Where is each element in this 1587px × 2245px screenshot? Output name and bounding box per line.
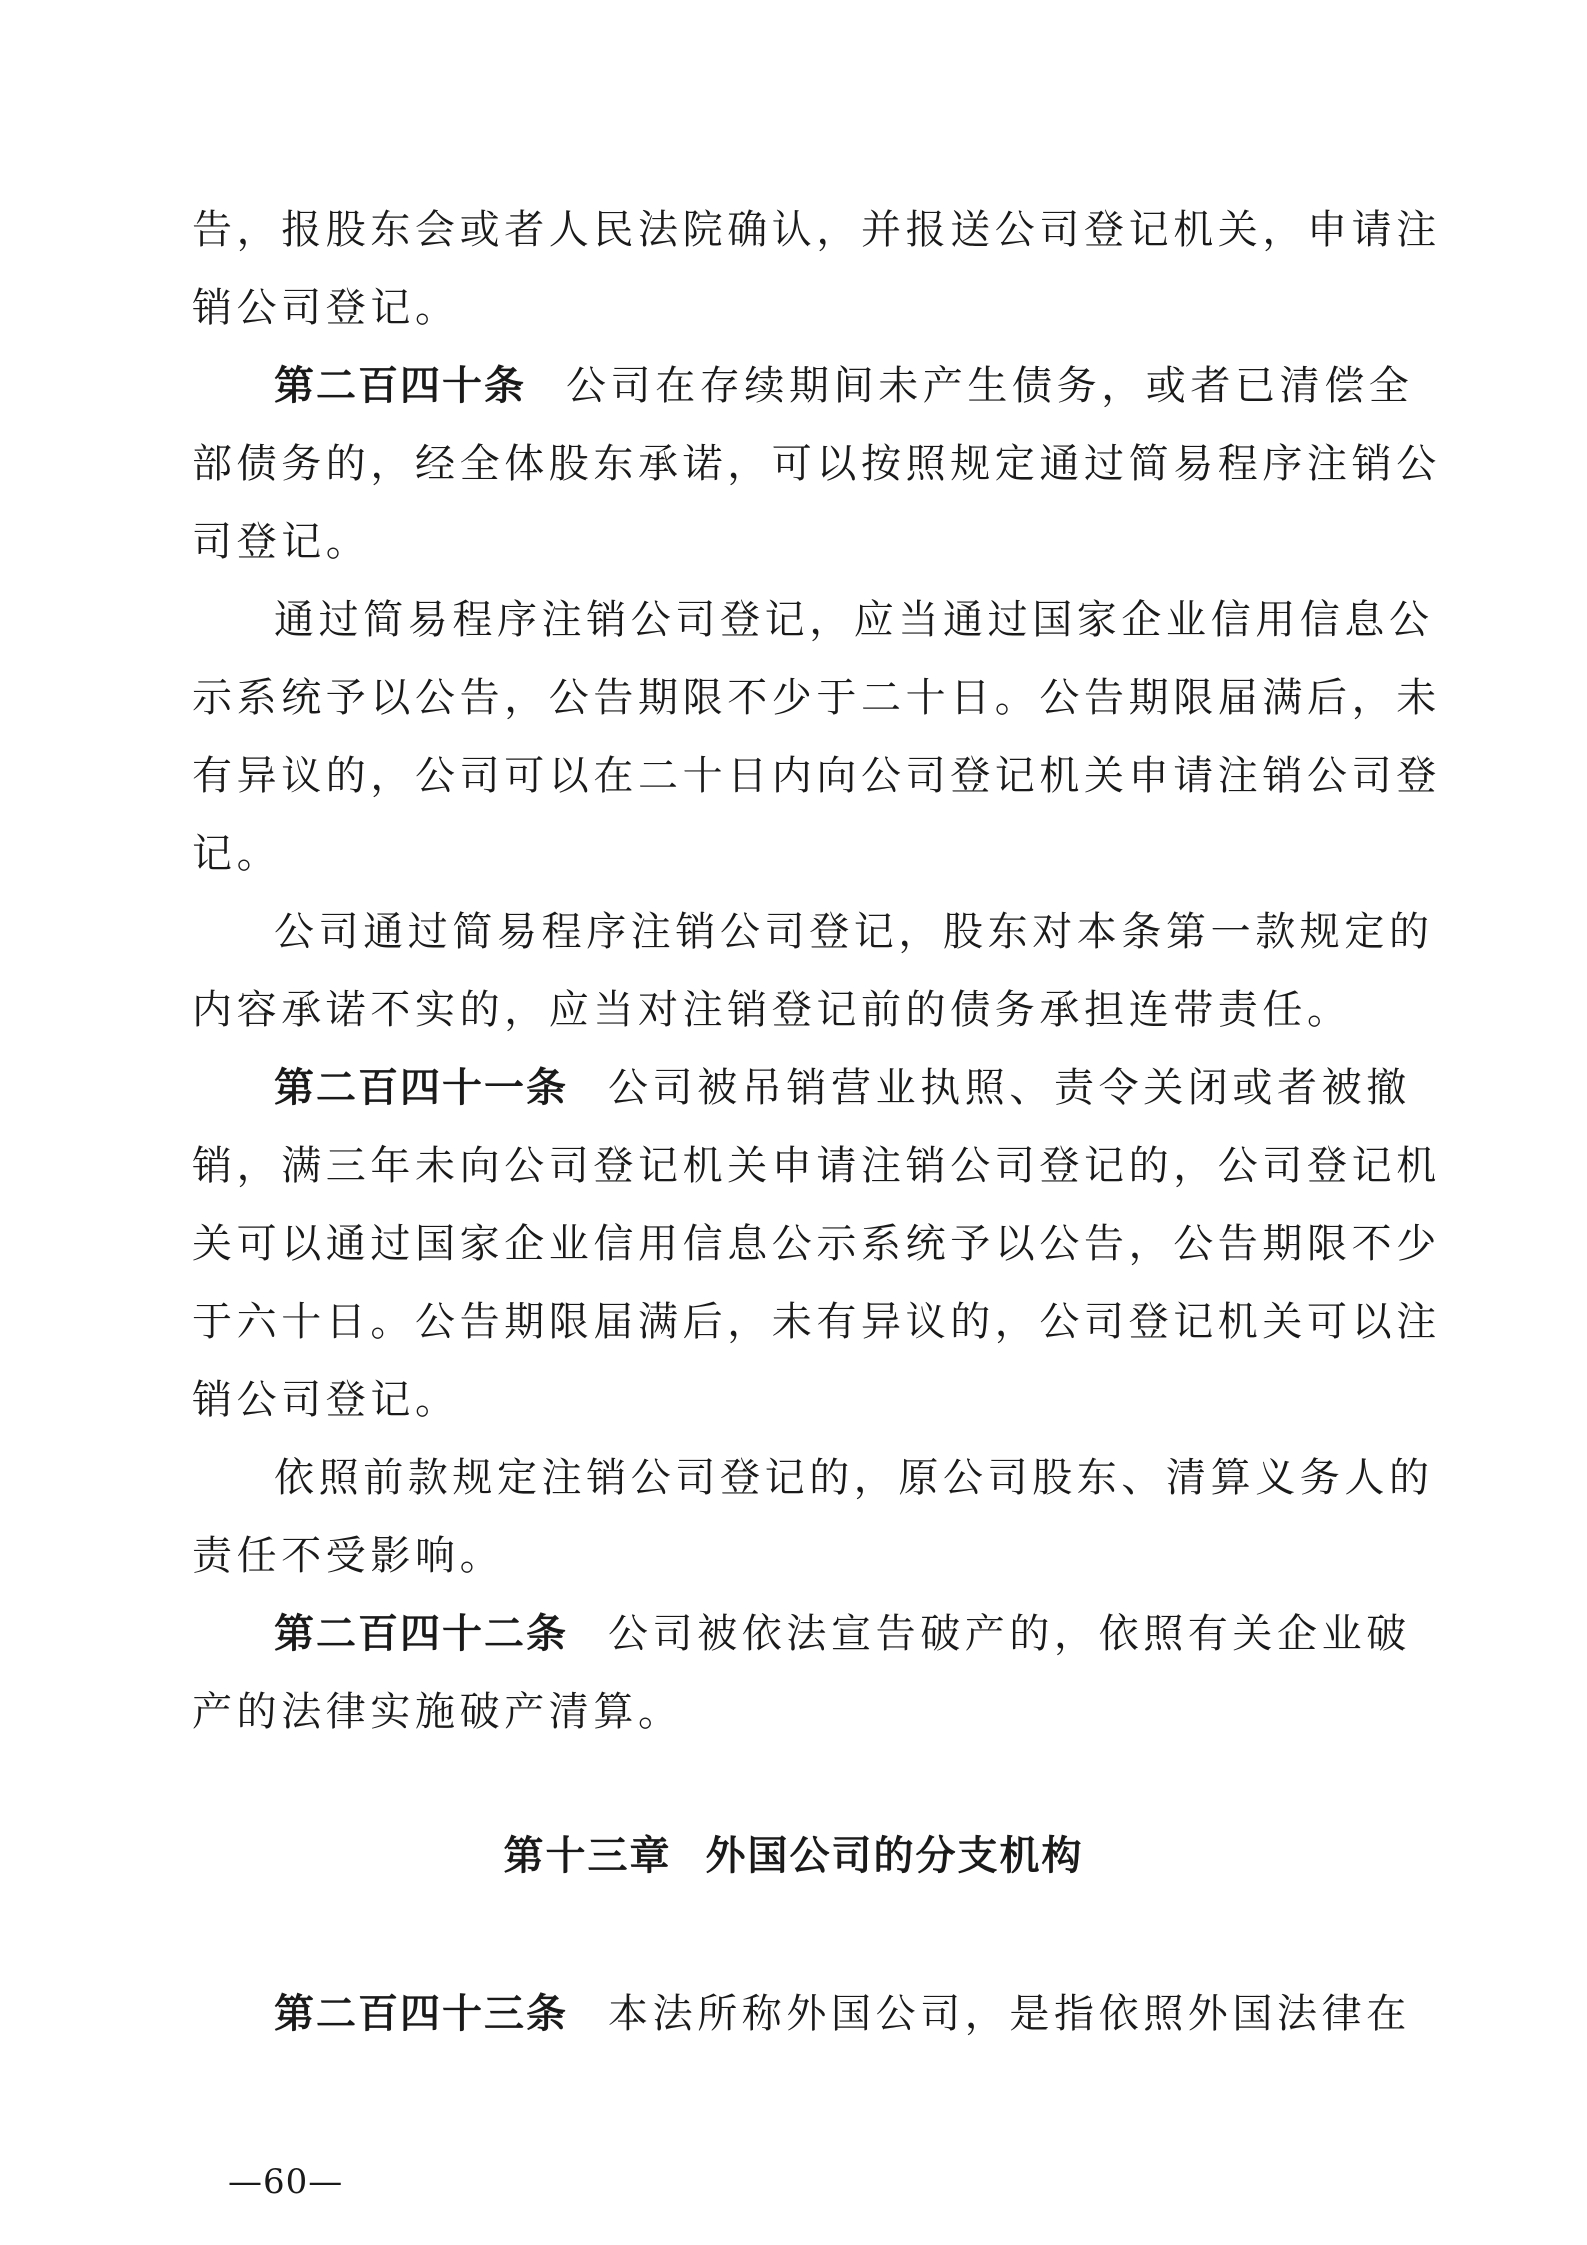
text-line: 部债务的，经全体股东承诺，可以按照规定通过简易程序注销公 — [192, 441, 1441, 487]
article-243-line: 第二百四十三条 本法所称外国公司，是指依照外国法律在 — [274, 1991, 1411, 2037]
text-line: 销，满三年未向公司登记机关申请注销公司登记的，公司登记机 — [192, 1143, 1441, 1189]
text-line: 产的法律实施破产清算。 — [192, 1689, 683, 1735]
text-line: 记。 — [192, 831, 282, 877]
text-line: 依照前款规定注销公司登记的，原公司股东、清算义务人的 — [274, 1455, 1434, 1501]
text-line: 责任不受影响。 — [192, 1533, 505, 1579]
chapter-title: 外国公司的分支机构 — [705, 1833, 1084, 1879]
page-number: —60— — [228, 2162, 344, 2202]
chapter-heading — [0, 1828, 1587, 1884]
article-heading: 第二百四十条 — [274, 363, 526, 409]
text-line: 通过简易程序注销公司登记，应当通过国家企业信用信息公 — [274, 597, 1434, 643]
article-242-line: 第二百四十二条 公司被依法宣告破产的，依照有关企业破 — [274, 1611, 1411, 1657]
text-line: 关可以通过国家企业信用信息公示系统予以公告，公告期限不少 — [192, 1221, 1441, 1267]
text-line: 销公司登记。 — [192, 285, 460, 331]
text-line: 销公司登记。 — [192, 1377, 460, 1423]
text-line: 有异议的，公司可以在二十日内向公司登记机关申请注销公司登 — [192, 753, 1441, 799]
text-line: 内容承诺不实的，应当对注销登记前的债务承担连带责任。 — [192, 987, 1352, 1033]
article-heading: 第二百四十一条 — [274, 1065, 568, 1111]
article-241-line: 第二百四十一条 公司被吊销营业执照、责令关闭或者被撤 — [274, 1065, 1411, 1111]
text-line: 示系统予以公告，公告期限不少于二十日。公告期限届满后，未 — [192, 675, 1441, 721]
article-heading: 第二百四十三条 — [274, 1991, 568, 2037]
text-line: 告，报股东会或者人民法院确认，并报送公司登记机关，申请注 — [192, 207, 1441, 253]
article-240-line: 第二百四十条 公司在存续期间未产生债务，或者已清偿全 — [274, 363, 1414, 409]
article-heading: 第二百四十二条 — [274, 1611, 568, 1657]
text-line: 于六十日。公告期限届满后，未有异议的，公司登记机关可以注 — [192, 1299, 1441, 1345]
text-line: 司登记。 — [192, 519, 371, 565]
text-line: 公司通过简易程序注销公司登记，股东对本条第一款规定的 — [274, 909, 1434, 955]
chapter-number: 第十三章 — [503, 1833, 672, 1879]
